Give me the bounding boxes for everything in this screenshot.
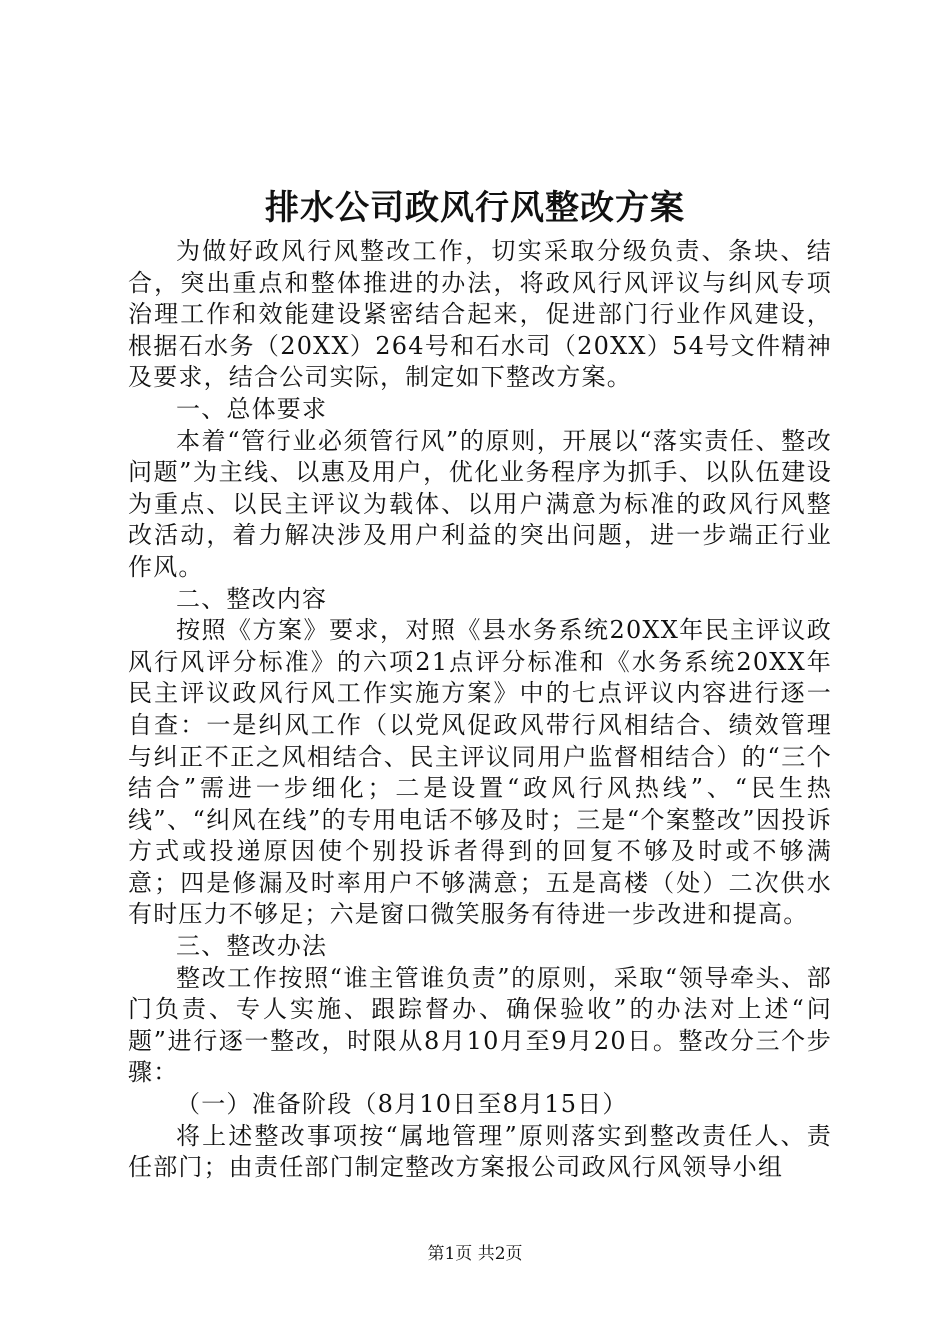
document-body: [128, 236, 832, 1184]
paragraph-content: 按照《方案》要求，对照《县水务系统20XX年民主评议政风行风评分标准》的六项21点评分标准和《水务系统20XX年民主评议政风行风工作实施方案》中的七点评议内容进行逐一自查：一是纠风工作（以党风促政风带行风相结合、绩效管理与纠正不正之风相结合、民主评议同用户监督相结合）的“三个结合”需进一步细化；二是设置“政风行风热线”、“民生热线”、“纠风在线”的专用电话不够及时；三是“个案整改”因投诉方式或投递原因使个别投诉者得到的回复不够及时或不够满意；四是修漏及时率用户不够满意；五是高楼（处）二次供水有时压力不够足；六是窗口微笑服务有待进一步改进和提高。: [128, 616, 832, 929]
section-heading-method: 三、整改办法: [176, 932, 328, 961]
paragraph-method: 整改工作按照“谁主管谁负责”的原则，采取“领导牵头、部门负责、专人实施、跟踪督办、确保验收”的办法对上述“问题”进行逐一整改，时限从8月10月至9月20日。整改分三个步骤：: [128, 963, 832, 1087]
paragraph-preparation: 将上述整改事项按“属地管理”原则落实到整改责任人、责任部门；由责任部门制定整改方案报公司政风行风领导小组: [128, 1121, 832, 1182]
subsection-heading-preparation: （一）准备阶段（8月10日至8月15日）: [176, 1090, 628, 1119]
document-title: 排水公司政风行风整改方案: [265, 188, 685, 228]
section-heading-general: 一、总体要求: [176, 394, 328, 423]
paragraph-general: 本着“管行业必须管行风”的原则，开展以“落实责任、整改问题”为主线、以惠及用户，优化业务程序为抓手、以队伍建设为重点、以民主评议为载体、以用户满意为标准的政风行风整改活动，着力解决涉及用户利益的突出问题，进一步端正行业作风。: [128, 426, 832, 581]
paragraph-intro: 为做好政风行风整改工作，切实采取分级负责、条块、结合，突出重点和整体推进的办法，将政风行风评议与纠风专项治理工作和效能建设紧密结合起来，促进部门行业作风建设，根据石水务（20XX）264号和石水司（20XX）54号文件精神及要求，结合公司实际，制定如下整改方案。: [128, 237, 832, 392]
page-footer: 第1页 共2页: [427, 1244, 523, 1264]
section-heading-content: 二、整改内容: [176, 584, 328, 613]
